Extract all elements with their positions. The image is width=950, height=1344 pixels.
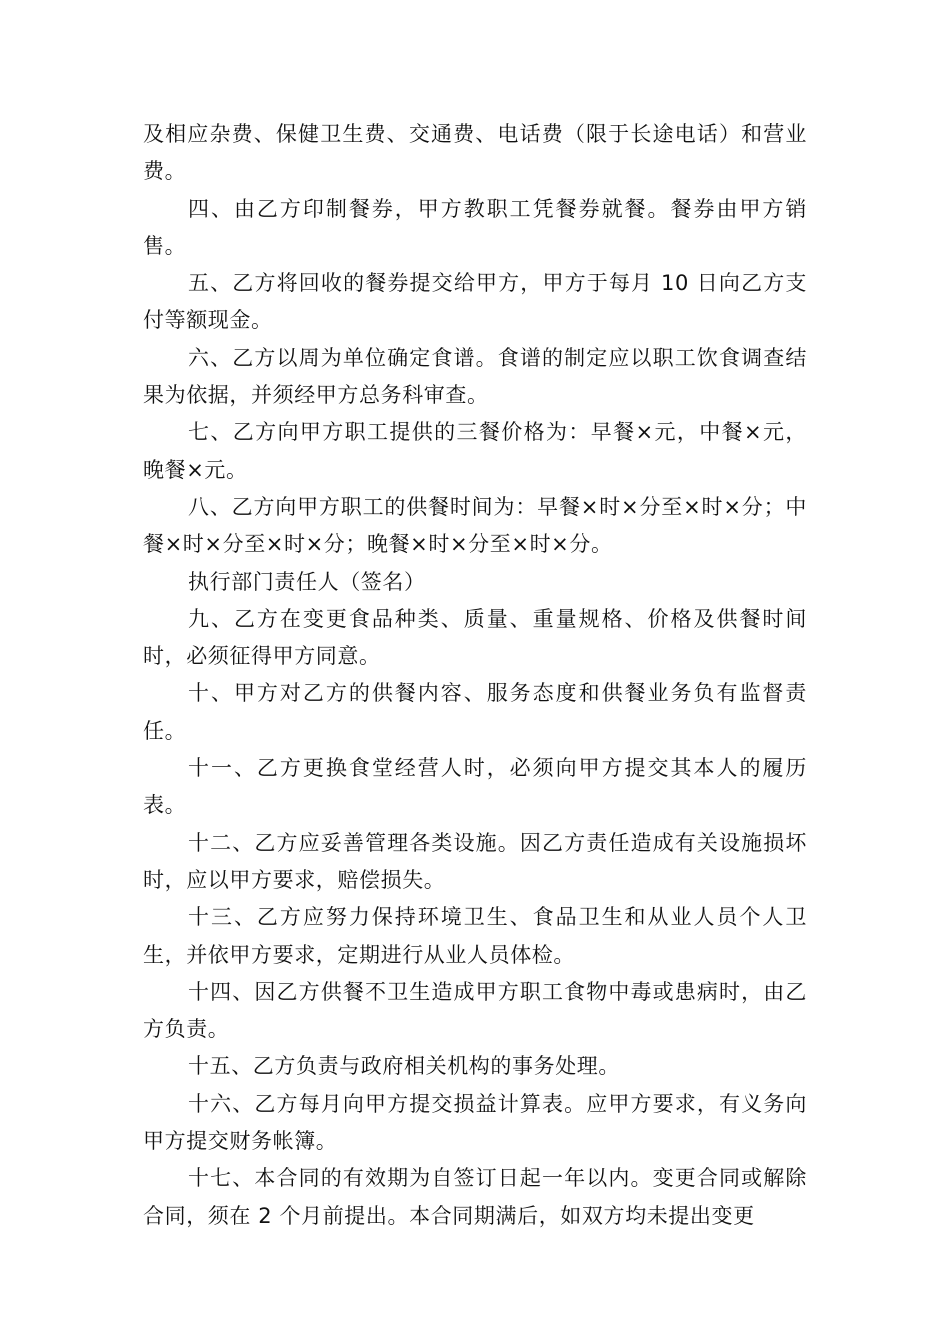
paragraph-clause-5: 五、乙方将回收的餐券提交给甲方，甲方于每月 10 日向乙方支付等额现金。 — [143, 271, 807, 333]
paragraph-clause-12: 十二、乙方应妥善管理各类设施。因乙方责任造成有关设施损坏时，应以甲方要求，赔偿损失。 — [143, 830, 807, 892]
paragraph-clause-7: 七、乙方向甲方职工提供的三餐价格为：早餐×元，中餐×元，晚餐×元。 — [143, 420, 807, 482]
paragraph-clause-9: 九、乙方在变更食品种类、质量、重量规格、价格及供餐时间时，必须征得甲方同意。 — [143, 606, 807, 669]
paragraph-clause-16: 十六、乙方每月向甲方提交损益计算表。应甲方要求，有义务向甲方提交财务帐簿。 — [143, 1091, 807, 1154]
paragraph-clause-11: 十一、乙方更换食堂经营人时，必须向甲方提交其本人的履历表。 — [143, 756, 807, 818]
paragraph-clause-4: 四、由乙方印制餐券，甲方教职工凭餐券就餐。餐券由甲方销售。 — [143, 196, 807, 258]
paragraph-clause-14: 十四、因乙方供餐不卫生造成甲方职工食物中毒或患病时，由乙方负责。 — [143, 979, 807, 1042]
paragraph-clause-6: 六、乙方以周为单位确定食谱。食谱的制定应以职工饮食调查结果为依据，并须经甲方总务科审查。 — [143, 345, 807, 408]
paragraph-fees-continuation: 及相应杂费、保健卫生费、交通费、电话费（限于长途电话）和营业费。 — [143, 122, 807, 184]
paragraph-clause-15: 十五、乙方负责与政府相关机构的事务处理。 — [188, 1054, 620, 1079]
document-body — [143, 116, 807, 1235]
paragraph-signature-line: 执行部门责任人（签名） — [188, 569, 426, 594]
paragraph-clause-8: 八、乙方向甲方职工的供餐时间为：早餐×时×分至×时×分；中餐×时×分至×时×分；晚餐×时×分至×时×分。 — [143, 494, 807, 557]
paragraph-clause-17: 十七、本合同的有效期为自签订日起一年以内。变更合同或解除合同，须在 2 个月前提出。本合同期满后，如双方均未提出变更 — [143, 1166, 807, 1228]
paragraph-clause-13: 十三、乙方应努力保持环境卫生、食品卫生和从业人员个人卫生，并依甲方要求，定期进行从业人员体检。 — [143, 905, 807, 967]
paragraph-clause-10: 十、甲方对乙方的供餐内容、服务态度和供餐业务负有监督责任。 — [143, 681, 807, 743]
